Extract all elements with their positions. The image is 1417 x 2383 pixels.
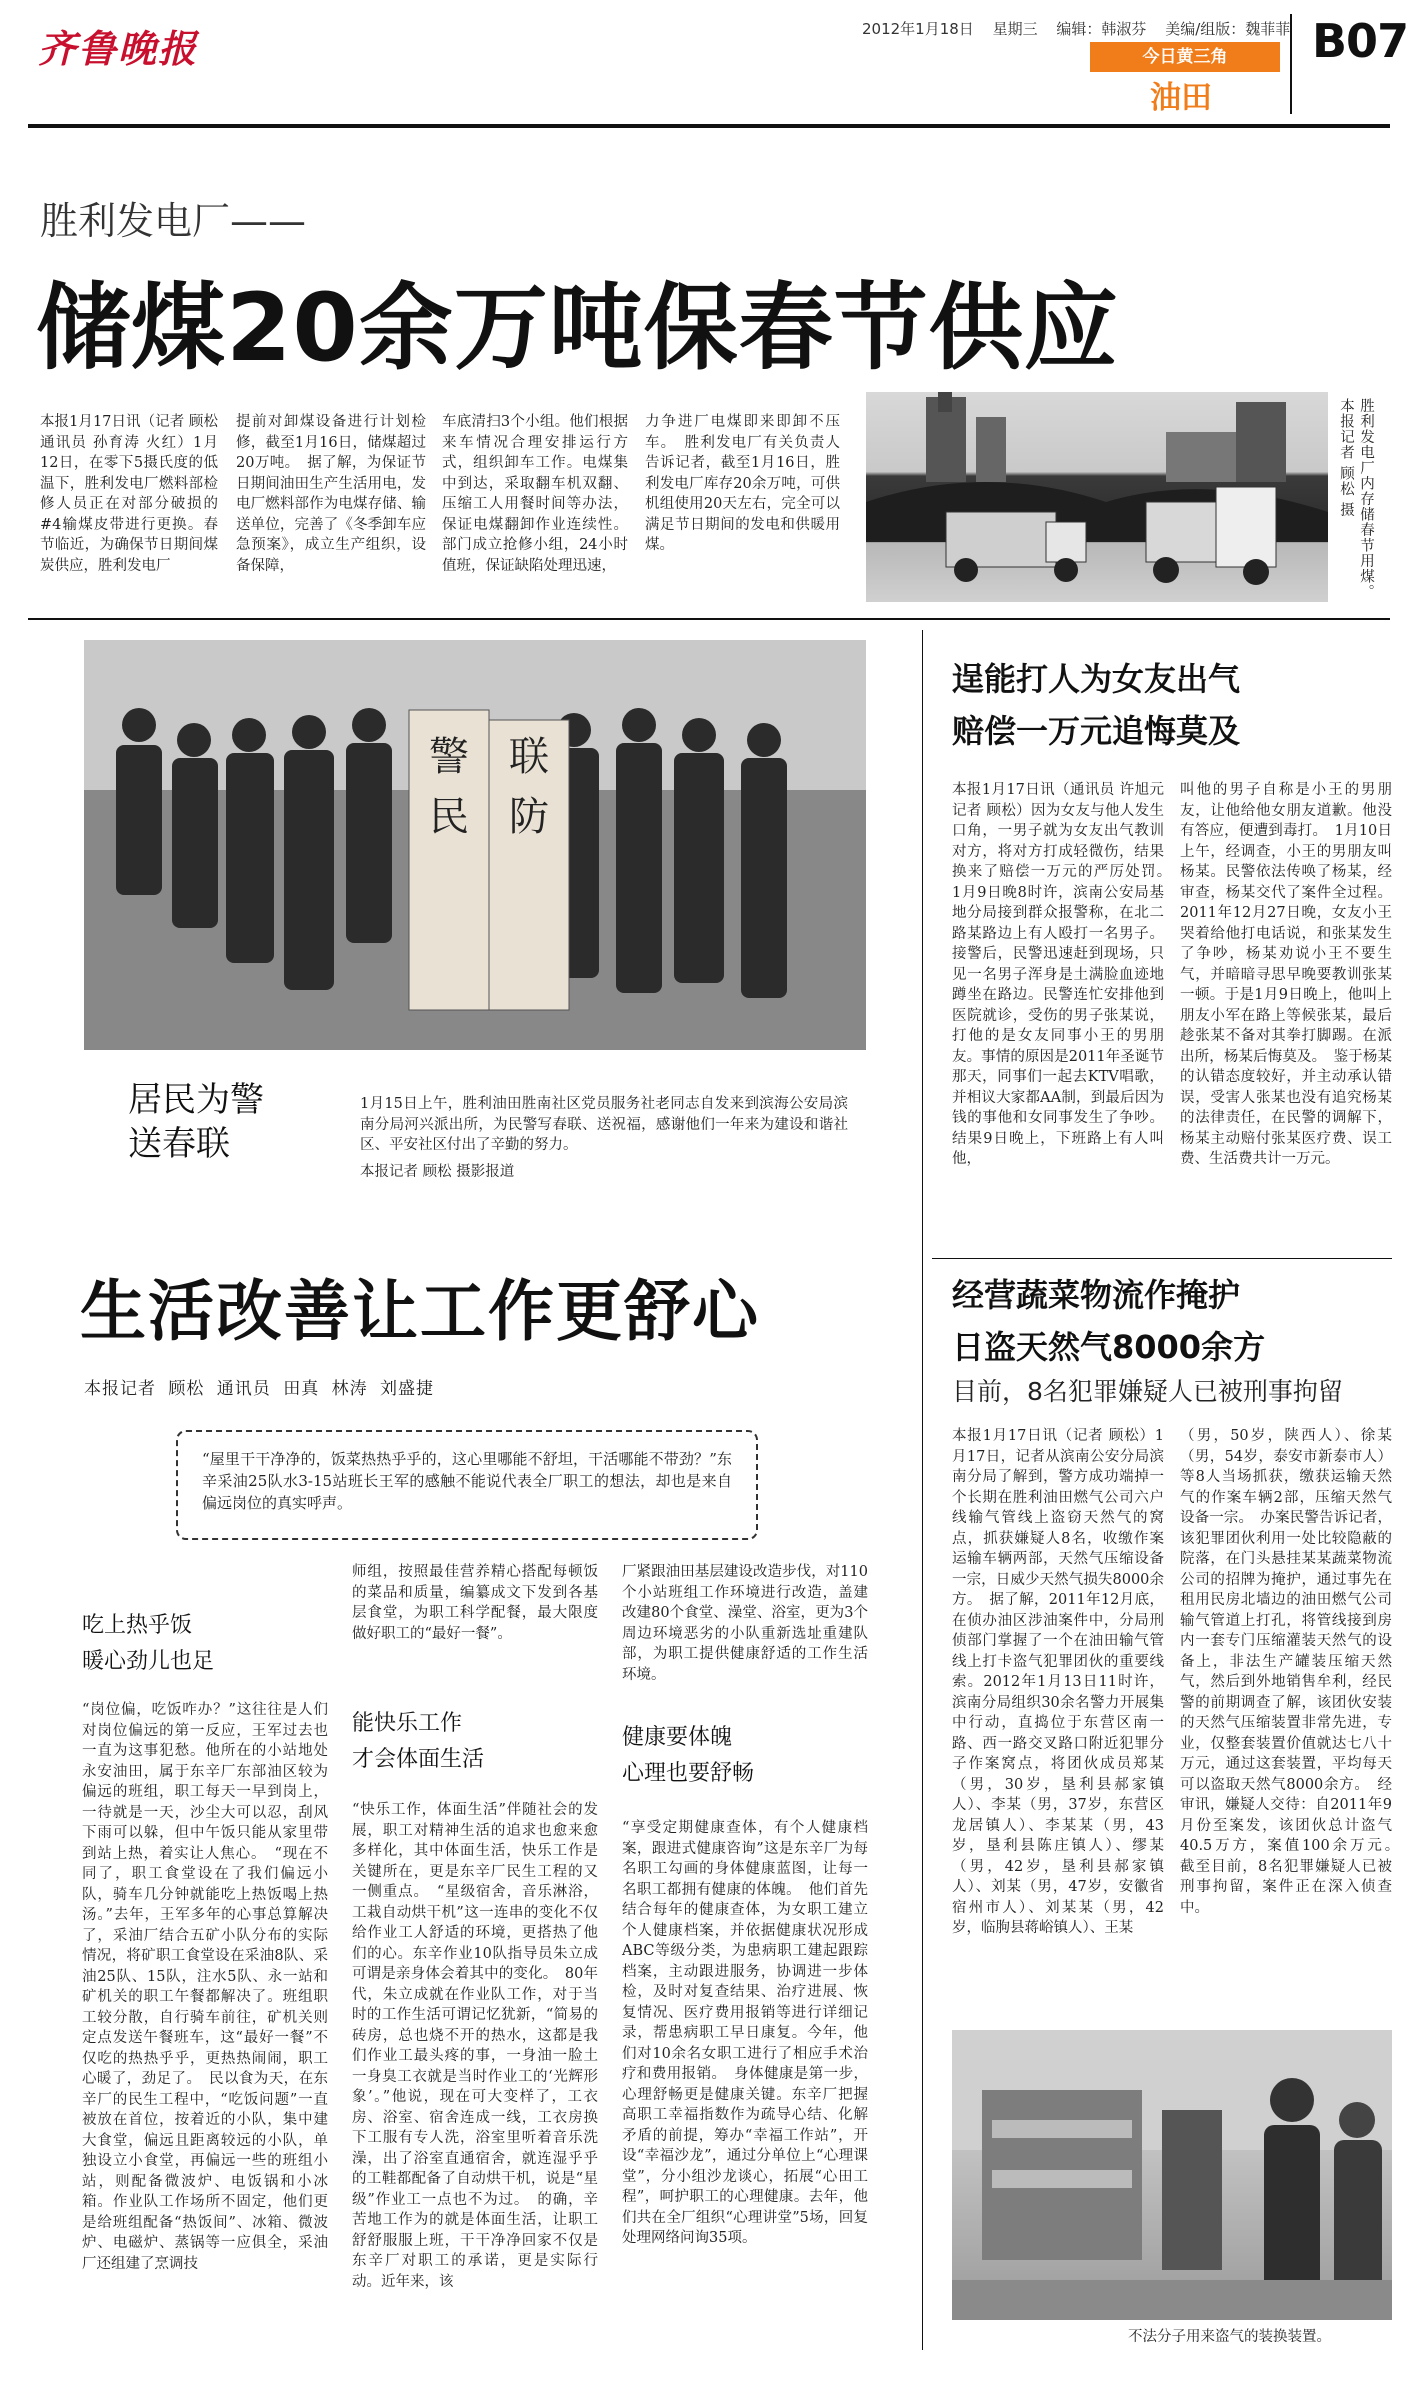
feature-sub2-line1: 能快乐工作: [352, 1711, 463, 1736]
svg-text:警: 警: [429, 734, 469, 780]
story2-col-2: 叫他的男子自称是小王的男朋友，让他给他女朋友道歉。他没有答应，便遭到毒打。 1月10日上午，经调查，小王的男朋友叫杨某。民警依法传唤了杨某，经审查，杨某交代了案件全过程。2011年12月27日晚，女友小王哭着给他打电话说，和张某发生了争吵，杨某劝说小王不要生气，并暗暗寻思早晚要教训张某一顿。于是1月9日晚上，他叫上朋友小军在路上等候张某，最后趁张某不备对其拳打脚踢。在派出所，杨某后悔莫及。 鉴于杨某的认错态度较好，并主动承认错误，受害人张某也没有追究杨某的法律责任，在民警的调解下，杨某主动赔付张某医疗费、误工费、生活费共计一万元。: [1180, 782, 1392, 1167]
page-number: B07: [1312, 14, 1409, 68]
feature-col-2b: “快乐工作，体面生活”伴随社会的发展，职工对精神生活的追求也愈来愈多样化，其中体面生活，快乐工作是关键所在，更是东辛厂民生工程的又一侧重点。 “星级宿舍，音乐淋浴，工栽自动烘干机”这一连串的变化不仅给作业工人舒适的环境，更搭热了他们的心。东辛作业10队指导员朱立成可谓是亲身体会着其中的变化。 80年代，朱立成就在作业队工作，对于当时的工作生活可谓记忆犹新，“简易的砖房，总也烧不开的热水，这都是我们作业工最头疼的事，一身油一脸土一身臭工衣就是当时作业工的‘光辉形象’。”他说，现在可大变样了，工衣房、浴室、宿舍连成一线，工衣房换下工服有专人洗，浴室里听着音乐洗澡，出了浴室直通宿舍，就连湿乎乎的工鞋都配备了自动烘干机，说是“星级”作业工一点也不为过。 的确，辛苦地工作为的就是体面生活，让职工舒舒服服上班，干干净净回家不仅是东辛厂对职工的承诺，更是实际行动。近年来，该: [352, 1802, 598, 2290]
feature-sub3: [622, 1720, 754, 1792]
feature-quote-box: [176, 1430, 758, 1540]
coal-yard-photo: [866, 392, 1328, 602]
masthead-rule: [28, 124, 1390, 128]
lead-kicker: 胜利发电厂——: [40, 199, 307, 243]
designer-credit: 美编/组版：魏菲菲: [1165, 20, 1291, 38]
feature-col-3b: “享受定期健康查体，有个人健康档案，跟进式健康咨询”这是东辛厂为每名职工勾画的身体健康蓝图，让每一名职工都拥有健康的体魄。 他们首先结合每年的健康查体，为女职工建立个人健康档案，并依据健康状况形成ABC等级分类，为患病职工建起跟踪档案，主动跟进服务，协调进一步体检，及时对复查结果、治疗进展、恢复情况、医疗费用报销等进行详细记录，帮患病职工早日康复。今年，他们对10余名女职工进行了相应手术治疗和费用报销。 身体健康是第一步，心理舒畅更是健康关键。东辛厂把握高职工幸福指数作为疏导心结、化解矛盾的前提，筹办“幸福工作站”，开设“幸福沙龙”，通过分单位上“心理课堂”，分小组沙龙谈心，拓展“心田工程”，呵护职工的心理健康。去年，他们共在全厂组织“心理讲堂”5场，回复处理网络问询35项。: [622, 1820, 868, 2246]
story3-subhead: 目前，8名犯罪嫌疑人已被刑事拘留: [952, 1377, 1343, 1406]
couplet-title-text: 居民为警送春联: [128, 1080, 264, 1164]
story3-col-2: （男，50岁，陕西人）、徐某（男，54岁，泰安市新泰市人）等8人当场抓获，缴获运输天然气的作案车辆2部，压缩天然气设备一宗。 办案民警告诉记者，该犯罪团伙利用一处比较隐蔽的院落，在门头悬挂某某蔬菜物流公司的招牌为掩护，通过事先在租用民房北墙边的油田燃气公司输气管道上打孔，将管线接到房内一套专门压缩灌装天然气的设备上，非法生产罐装压缩天然气，然后到外地销售牟利，经民警的前期调查了解，该团伙安装的天然气压缩装置非常先进，专业，仅整套装置价值就达七八十万元，通过这套装置，平均每天可以盗取天然气8000余方。 经审讯，嫌疑人交待：自2011年9月份至案发，该团伙总计盗气40.5万方，案值100余万元。 截至目前，8名犯罪嫌疑人已被刑事拘留，案件正在深入侦查中。: [1180, 1428, 1407, 1916]
lead-col-1: 本报1月17日讯（记者 顾松 通讯员 孙育涛 火红）1月12日，在零下5摄氏度的低温下，胜利发电厂燃料部检修人员正在对部分破损的#4输煤皮带进行更换。春节临近，为确保节日期间煤炭供应，胜利发电厂: [40, 414, 218, 574]
story2-headline-1: 逞能打人为女友出气: [952, 660, 1241, 698]
feature-sub3-line1: 健康要体魄: [622, 1725, 733, 1750]
feature-col-3a: 厂紧跟油田基层建设改造步伐，对110个小站班组工作环境进行改造，盖建改建80个食堂、澡堂、浴室，更为3个周边环境恶劣的小队重新选址重建队部，为职工提供健康舒适的工作生活环境。: [622, 1564, 868, 1683]
feature-quote: “屋里干干净净的，饭菜热热乎乎的，这心里哪能不舒坦，干活哪能不带劲？”东辛采油25队水3-15站班长王军的感触不能说代表全厂职工的想法，却也是来自偏远岗位的真实呼声。: [202, 1450, 732, 1512]
couplet-title: [128, 1078, 288, 1166]
right-col-divider: [922, 630, 923, 2350]
issue-date: 2012年1月18日: [862, 20, 974, 38]
svg-text:联: 联: [509, 734, 549, 780]
feature-col-1: “岗位偏，吃饭咋办？”这往往是人们对岗位偏远的第一反应，王军过去也一直为这事犯愁。他所在的小站地处永安油田，属于东辛厂东部油区较为偏远的班组，职工每天一早到岗上，一待就是一天，沙尘大可以忍，刮风下雨可以躲，但中午饭只能从家里带到站上热，着实让人焦心。 “现在不同了，职工食堂设在了我们偏远小队，骑车几分钟就能吃上热饭喝上热汤。”去年，王军多年的心事总算解决了，采油厂结合五矿小队分布的实际情况，将矿职工食堂设在采油8队、采油25队、15队，注水5队、永一站和矿机关的职工午餐都解决了。班组职工较分散，自行骑车前往，矿机关则定点发送午餐班车，这“最好一餐”不仅吃的热热乎乎，更热热闹闹，职工心暖了，劲足了。 民以食为天，在东辛厂的民生工程中，“吃饭问题”一直被放在首位，按着近的小队，集中建大食堂，偏远且距离较远的小队，单独设立小食堂，再偏远一些的班组小站，则配备微波炉、电饭锅和小冰箱。作业队工作场所不固定，他们更是给班组配备“热饭间”、冰箱、微波炉、电磁炉、蒸锅等一应俱全，采油厂还组建了烹调技: [82, 1702, 328, 2272]
couplet-photo: [84, 640, 866, 1050]
svg-text:防: 防: [509, 794, 549, 840]
lead-col-2: 提前对卸煤设备进行计划检修，截至1月16日，储煤超过20万吨。 据了解，为保证节日期间油田生产生活用电，发电厂燃料部作为电煤存储、输送单位，完善了《冬季卸车应急预案》，成立生产组织，设备保障，: [236, 414, 426, 574]
coal-photo-caption: 胜利发电厂内存储春节用煤。本报记者 顾松 摄: [1338, 398, 1374, 600]
masthead-divider: [1290, 14, 1292, 114]
feature-sub1: [82, 1608, 214, 1680]
masthead: [0, 0, 1417, 130]
story3-col-1: 本报1月17日讯（记者 顾松）1月17日，记者从滨南公安分局滨南分局了解到，警方成功端掉一个长期在胜利油田燃气公司六户线输气管线上盗窃天然气的窝点，抓获嫌疑人8名，收缴作案运输车辆两部，天然气压缩设备一宗，日威少天然气损失8000余方。 据了解，2011年12月底，在侦办油区涉油案件中，分局刑侦部门掌握了一个在油田输气管线上打卡盗气犯罪团伙的重要线索。2012年1月13日11时许，滨南分局组织30余名警力开展集中行动，直捣位于东营区南一路、西一路交叉路口附近犯罪分子作案窝点，将团伙成员郑某（男，30岁，垦利县郝家镇人）、李某（男，37岁，东营区龙居镇人）、李某某（男，43岁，垦利县陈庄镇人）、缪某（男，42岁，垦利县郝家镇人）、刘某（男，47岁，安徽省宿州市人）、刘某某（男，42岁，临朐县蒋峪镇人）、王某: [952, 1428, 1164, 1936]
feature-sub1-line2: 暖心劲儿也足: [82, 1649, 215, 1674]
lead-col-4: 力争进厂电煤即来即卸不压车。 胜利发电厂有关负责人告诉记者，截至1月16日，胜利发电厂库存20余万吨，可供机组使用20天左右，完全可以满足节日期间的发电和供暖用煤。: [645, 414, 840, 553]
gas-equipment-illustration: [952, 2030, 1392, 2320]
gas-equipment-photo: [952, 2030, 1392, 2320]
lead-headline: 储煤20余万吨保春节供应: [36, 274, 1119, 383]
couplet-credit: 本报记者 顾松 摄影报道: [360, 1164, 515, 1180]
story3-headline-1: 经营蔬菜物流作掩护: [952, 1276, 1241, 1314]
editor-credit: 编辑：韩淑芬: [1056, 20, 1147, 38]
feature-sub1-line1: 吃上热乎饭: [82, 1613, 193, 1638]
feature-sub2: [352, 1706, 484, 1778]
couplet-caption: 1月15日上午，胜利油田胜南社区党员服务社老同志自发来到滨海公安局滨南分局河兴派出所，为民警写春联、送祝福，感谢他们一年来为建设和谐社区、平安社区付出了辛勤的努力。: [360, 1096, 848, 1153]
gas-photo-caption: 不法分子用来盗气的装换装置。: [1128, 2329, 1331, 2345]
story2-rule: [932, 1258, 1392, 1259]
story3-headline-2: 日盗天然气8000余方: [952, 1328, 1266, 1366]
section-city: 油田: [1150, 80, 1212, 116]
issue-weekday: 星期三: [992, 20, 1038, 38]
section-badge: 今日黄三角: [1090, 42, 1280, 72]
story2-headline-2: 赔偿一万元追悔莫及: [952, 712, 1241, 750]
svg-text:民: 民: [429, 794, 469, 840]
feature-byline: 本报记者 顾松 通讯员 田真 林涛 刘盛捷: [84, 1379, 435, 1399]
feature-headline: 生活改善让工作更舒心: [80, 1273, 760, 1350]
feature-col-2a: 师组，按照最佳营养精心搭配每顿饭的菜品和质量，编纂成文下发到各基层食堂，为职工科学配餐，最大限度做好职工的“最好一餐”。: [352, 1564, 598, 1642]
feature-sub3-line2: 心理也要舒畅: [622, 1761, 755, 1786]
feature-sub2-line2: 才会体面生活: [352, 1747, 485, 1772]
story2-col-1: 本报1月17日讯（通讯员 许旭元 记者 顾松）因为女友与他人发生口角，一男子就为女友出气教训对方，将对方打成轻微伤，结果换来了赔偿一万元的严厉处罚。 1月9日晚8时许，滨南公安局基地分局接到群众报警称，在北二路某路边上有人殴打一名男子。接警后，民警迅速赶到现场，只见一名男子浑身是土满脸血迹地蹲坐在路边。民警连忙安排他到医院就诊，受伤的男子张某说，打他的是女友同事小王的男朋友。事情的原因是2011年圣诞节那天，同事们一起去KTV唱歌，并相议大家都AA制，到最后因为钱的事他和女同事发生了争吵。结果9日晚上，下班路上有人叫他，: [952, 782, 1179, 1167]
newspaper-logo: 齐鲁晚报: [38, 26, 199, 71]
lead-col-3: 车底清扫3个小组。他们根据来车情况合理安排运行方式，组织卸车工作。电煤集中到达，采取翻车机双翻、压缩工人用餐时间等办法，保证电煤翻卸作业连续性。部门成立抢修小组，24小时值班，保证缺陷处理迅速，: [442, 414, 628, 574]
lead-rule: [28, 618, 1390, 620]
coal-yard-illustration: [866, 392, 1328, 602]
issue-info: [862, 18, 1290, 39]
couplet-illustration: [84, 640, 866, 1050]
